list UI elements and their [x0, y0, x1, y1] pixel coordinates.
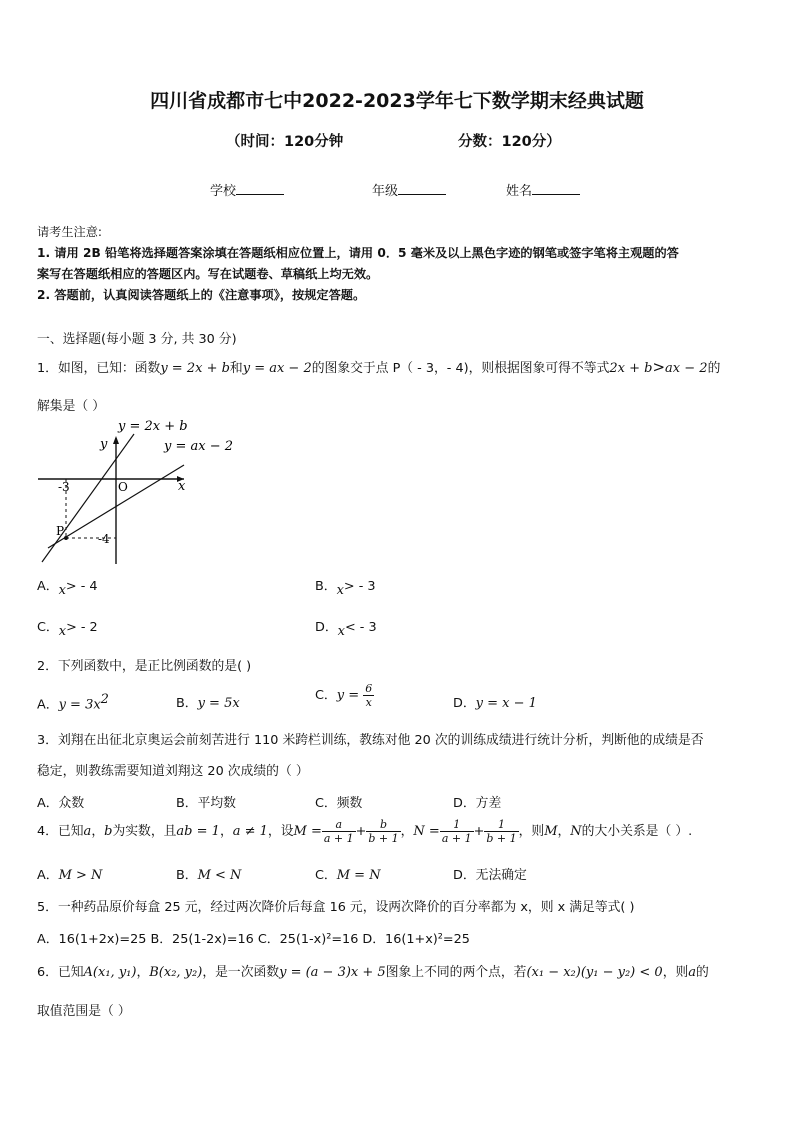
name-field[interactable] [506, 180, 580, 199]
question-6-stem: 6．已知A(x₁, y₁)，B(x₂, y₂)，是一次函数y = (a − 3)x + 5图象上不同的两个点，若(x₁ − x₂)(y₁ − y₂) < 0，则a的 [37, 965, 709, 980]
q3-option-b[interactable]: B．平均数 [176, 796, 236, 811]
q2-option-d[interactable]: D．y = x − 1 [453, 696, 537, 711]
label-origin: O [118, 480, 128, 494]
label-y: y [100, 437, 108, 452]
q2-option-b[interactable]: B．y = 5x [176, 696, 240, 711]
q4-option-c[interactable]: C．M = N [315, 868, 381, 883]
question-4-stem: 4．已知a，b为实数，且ab = 1，a ≠ 1，设M = $\frac{a}{a + 1}$ + $\frac{b}{b + 1}$ ，N = $\frac{1}{a + 1}$ + $\frac{1}{b + 1}$ ，则M，N的大小关系是（ ）. [37, 818, 693, 845]
q1-option-d[interactable]: D．x< - 3 [315, 620, 377, 639]
q4-option-d[interactable]: D．无法确定 [453, 868, 527, 883]
notes-heading: 请考生注意: [37, 225, 103, 239]
grade-field[interactable] [372, 180, 446, 199]
section-heading: 一、选择题(每小题 3 分, 共 30 分) [37, 332, 237, 347]
question-5-stem: 5．一种药品原价每盒 25 元，经过两次降价后每盒 16 元，设两次降价的百分率都为 x，则 x 满足等式( ) [37, 900, 635, 915]
grade-label: 年级 [372, 184, 399, 199]
q5-options[interactable]: A．16(1+2x)=25 B．25(1-2x)=16 C．25(1-x)²=16 D．16(1+x)²=25 [37, 932, 470, 947]
q3-option-a[interactable]: A．众数 [37, 796, 85, 811]
q1-option-a[interactable]: A．x> - 4 [37, 579, 98, 598]
label-p: P [56, 524, 65, 538]
label-line1: y = 2x + b [118, 419, 188, 434]
label-x: x [178, 479, 186, 494]
question-2-stem: 2．下列函数中，是正比例函数的是( ) [37, 659, 252, 674]
label-line2: y = ax − 2 [164, 439, 234, 454]
notes-item-2: 2. 答题前，认真阅读答题纸上的《注意事项》，按规定答题。 [37, 288, 366, 302]
question-1-stem-2: 解集是（ ） [37, 399, 106, 414]
q1-option-b[interactable]: B．x> - 3 [315, 579, 376, 598]
q1-option-c[interactable]: C．x> - 2 [37, 620, 98, 639]
notes-item-1a: 1. 请用 2B 铅笔将选择题答案涂填在答题纸相应位置上，请用 0．5 毫米及以上黑色字迹的钢笔或签字笔将主观题的答 [37, 246, 679, 260]
notes-item-1b: 案写在答题纸相应的答题区内。写在试题卷、草稿纸上均无效。 [37, 267, 379, 281]
y-axis-arrow [113, 436, 119, 444]
question-3-stem-2: 稳定，则教练需要知道刘翔这 20 次成绩的（ ） [37, 764, 309, 779]
question-1-graph [34, 414, 244, 572]
label-minus-4: -4 [98, 532, 110, 546]
question-1-stem: 1．如图，已知：函数y = 2x + b和y = ax − 2的图象交于点 P（ - 3，- 4)，则根据图象可得不等式2x + b>ax − 2的 [37, 358, 721, 376]
q2-option-c[interactable]: C．y = $\frac{6}{x}$ [315, 682, 373, 709]
school-label: 学校 [210, 184, 237, 199]
label-minus-3: -3 [58, 480, 70, 494]
total-score: 分数：120分） [458, 134, 561, 150]
question-6-stem-2: 取值范围是（ ） [37, 1004, 131, 1019]
q2-option-a[interactable]: A．$y = 3x^2$ [37, 692, 109, 713]
point-p [64, 536, 68, 540]
q4-option-b[interactable]: B．M < N [176, 868, 242, 883]
q3-option-c[interactable]: C．频数 [315, 796, 363, 811]
q4-option-a[interactable]: A．M > N [37, 868, 103, 883]
question-3-stem: 3．刘翔在出征北京奥运会前刻苦进行 110 米跨栏训练，教练对他 20 次的训练成绩进行统计分析，判断他的成绩是否 [37, 733, 704, 748]
school-field[interactable] [210, 180, 284, 199]
time-limit: （时间：120分钟 [226, 134, 344, 150]
name-label: 姓名 [506, 184, 533, 199]
q3-option-d[interactable]: D．方差 [453, 796, 502, 811]
page-title: 四川省成都市七中2022-2023学年七下数学期末经典试题 [150, 90, 644, 112]
